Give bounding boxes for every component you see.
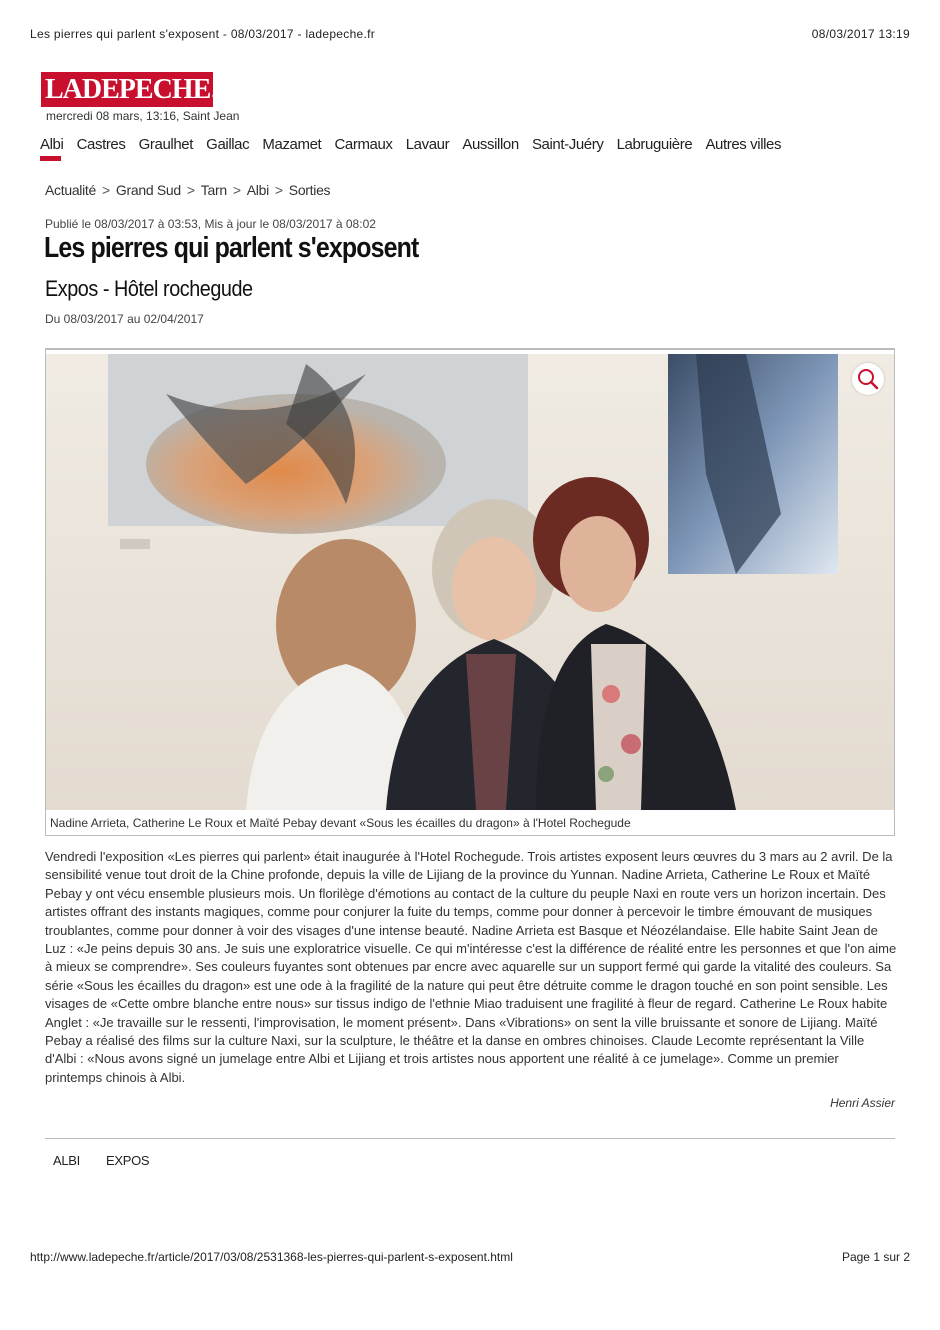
city-nav-item-carmaux[interactable]: Carmaux: [334, 136, 393, 153]
breadcrumb-separator: >: [274, 182, 283, 198]
photo-caption: Nadine Arrieta, Catherine Le Roux et Maïté Pebay devant «Sous les écailles du dragon» à l'Hotel Rochegude: [50, 816, 631, 830]
city-nav-item-mazamet[interactable]: Mazamet: [262, 136, 322, 153]
print-header-timestamp: 08/03/2017 13:19: [811, 27, 910, 41]
city-nav-item-graulhet[interactable]: Graulhet: [138, 136, 193, 153]
divider: [45, 1138, 895, 1139]
breadcrumb-item-albi[interactable]: Albi: [246, 182, 269, 198]
published-date: Publié le 08/03/2017 à 03:53, Mis à jour le 08/03/2017 à 08:02: [45, 217, 376, 231]
print-footer-page: Page 1 sur 2: [841, 1250, 910, 1264]
city-nav-item-gaillac[interactable]: Gaillac: [206, 136, 250, 153]
magnifier-icon: [852, 363, 884, 395]
city-nav-item-aussillon[interactable]: Aussillon: [462, 136, 519, 153]
city-nav: [40, 136, 790, 153]
logo-suffix: .fr: [212, 78, 233, 104]
article-body: Vendredi l'exposition «Les pierres qui parlent» était inaugurée à l'Hotel Rochegude. Trois artistes exposent leurs œuvres du 3 mars au 2 avril. De la sensibilité venue tout droit de la Chine profonde, depuis la ville de Lijiang de la province du Yunnan. Nadine Arrieta, Catherine Le Roux et Maïté Pebay y ont vécu ensemble plusieurs mois. Un florilège d'émotions au contact de la culture du peuple Naxi en route vers un horizon incertain. Des artistes offrant des instants magiques, comme pour conjurer la fuite du temps, comme pour donner à percevoir le timbre émouvant de musiques troublantes, comme pour donner à voir des visages d'une intense beauté. Nadine Arrieta est Basque et Néozélandaise. Elle habite Saint Jean de Luz : «Je peins depuis 30 ans. Je suis une exploratrice visuelle. Ce qui m'intéresse c'est la différence de réalité entre les personnes et que l'on aime à mieux se comprendre». Ses couleurs fuyantes sont obtenues par encre avec aquarelle sur un support fermé qui garde la vitalité des couleurs. Sa série «Sous les écailles du dragon» est une ode à la fragilité de la nature qui peut être détruite comme le dragon touché en son point sensible. Les visages de «Cette ombre blanche entre nous» sur tissus indigo de l'ethnie Miao traduisent une fragilité à fleur de regard. Catherine Le Roux habite Anglet : «Je travaille sur le ressenti, l'improvisation, le moment présent». Dans «Vibrations» on sent la ville bruissante et sonore de Lijiang. Maïté Pebay a réalisé des films sur la culture Naxi, sur la sculpture, le théâtre et la danse en ombres chinoises. Claude Lecomte représentant la Ville d'Albi : «Nous avons signé un jumelage entre Albi et Lijiang et trois artistes nous apportent une réalité à ce jumelage». Comme un premier printemps chinois à Albi.: [45, 849, 897, 1085]
city-nav-item-castres[interactable]: Castres: [76, 136, 126, 153]
breadcrumb-item-actualite[interactable]: Actualité: [45, 182, 96, 198]
breadcrumb-separator: >: [102, 182, 110, 198]
zoom-button[interactable]: [852, 363, 884, 395]
city-nav-item-autres-villes[interactable]: Autres villes: [705, 136, 782, 153]
tag-albi[interactable]: ALBI: [53, 1153, 80, 1168]
city-nav-item-lavaur[interactable]: Lavaur: [405, 136, 450, 153]
print-header-title: Les pierres qui parlent s'exposent - 08/03/2017 - ladepeche.fr: [30, 27, 376, 41]
tag-expos[interactable]: EXPOS: [105, 1153, 150, 1168]
active-city-indicator: [40, 156, 61, 161]
breadcrumb-separator: >: [232, 182, 241, 198]
site-logo[interactable]: [41, 72, 233, 107]
breadcrumb: [45, 182, 330, 198]
print-footer-url: http://www.ladepeche.fr/article/2017/03/08/2531368-les-pierres-qui-parlent-s-exposent.html: [30, 1250, 513, 1264]
breadcrumb-item-tarn[interactable]: Tarn: [200, 182, 227, 198]
tag-list: [53, 1153, 175, 1168]
article-title: Les pierres qui parlent s'exposent: [44, 232, 419, 264]
city-nav-item-albi[interactable]: Albi: [40, 136, 64, 153]
logo-main: LADEPECHE: [45, 74, 211, 105]
city-nav-item-labruguiere[interactable]: Labruguière: [616, 136, 693, 153]
city-nav-item-saint-juery[interactable]: Saint-Juéry: [531, 136, 604, 153]
event-dates: Du 08/03/2017 au 02/04/2017: [45, 312, 204, 326]
breadcrumb-item-sorties[interactable]: Sorties: [288, 182, 331, 198]
article-photo[interactable]: [46, 354, 894, 810]
article-author: Henri Assier: [830, 1096, 895, 1110]
breadcrumb-item-grand-sud[interactable]: Grand Sud: [115, 182, 181, 198]
dateline: mercredi 08 mars, 13:16, Saint Jean: [46, 109, 240, 123]
breadcrumb-separator: >: [186, 182, 195, 198]
article-subtitle: Expos - Hôtel rochegude: [45, 276, 253, 301]
